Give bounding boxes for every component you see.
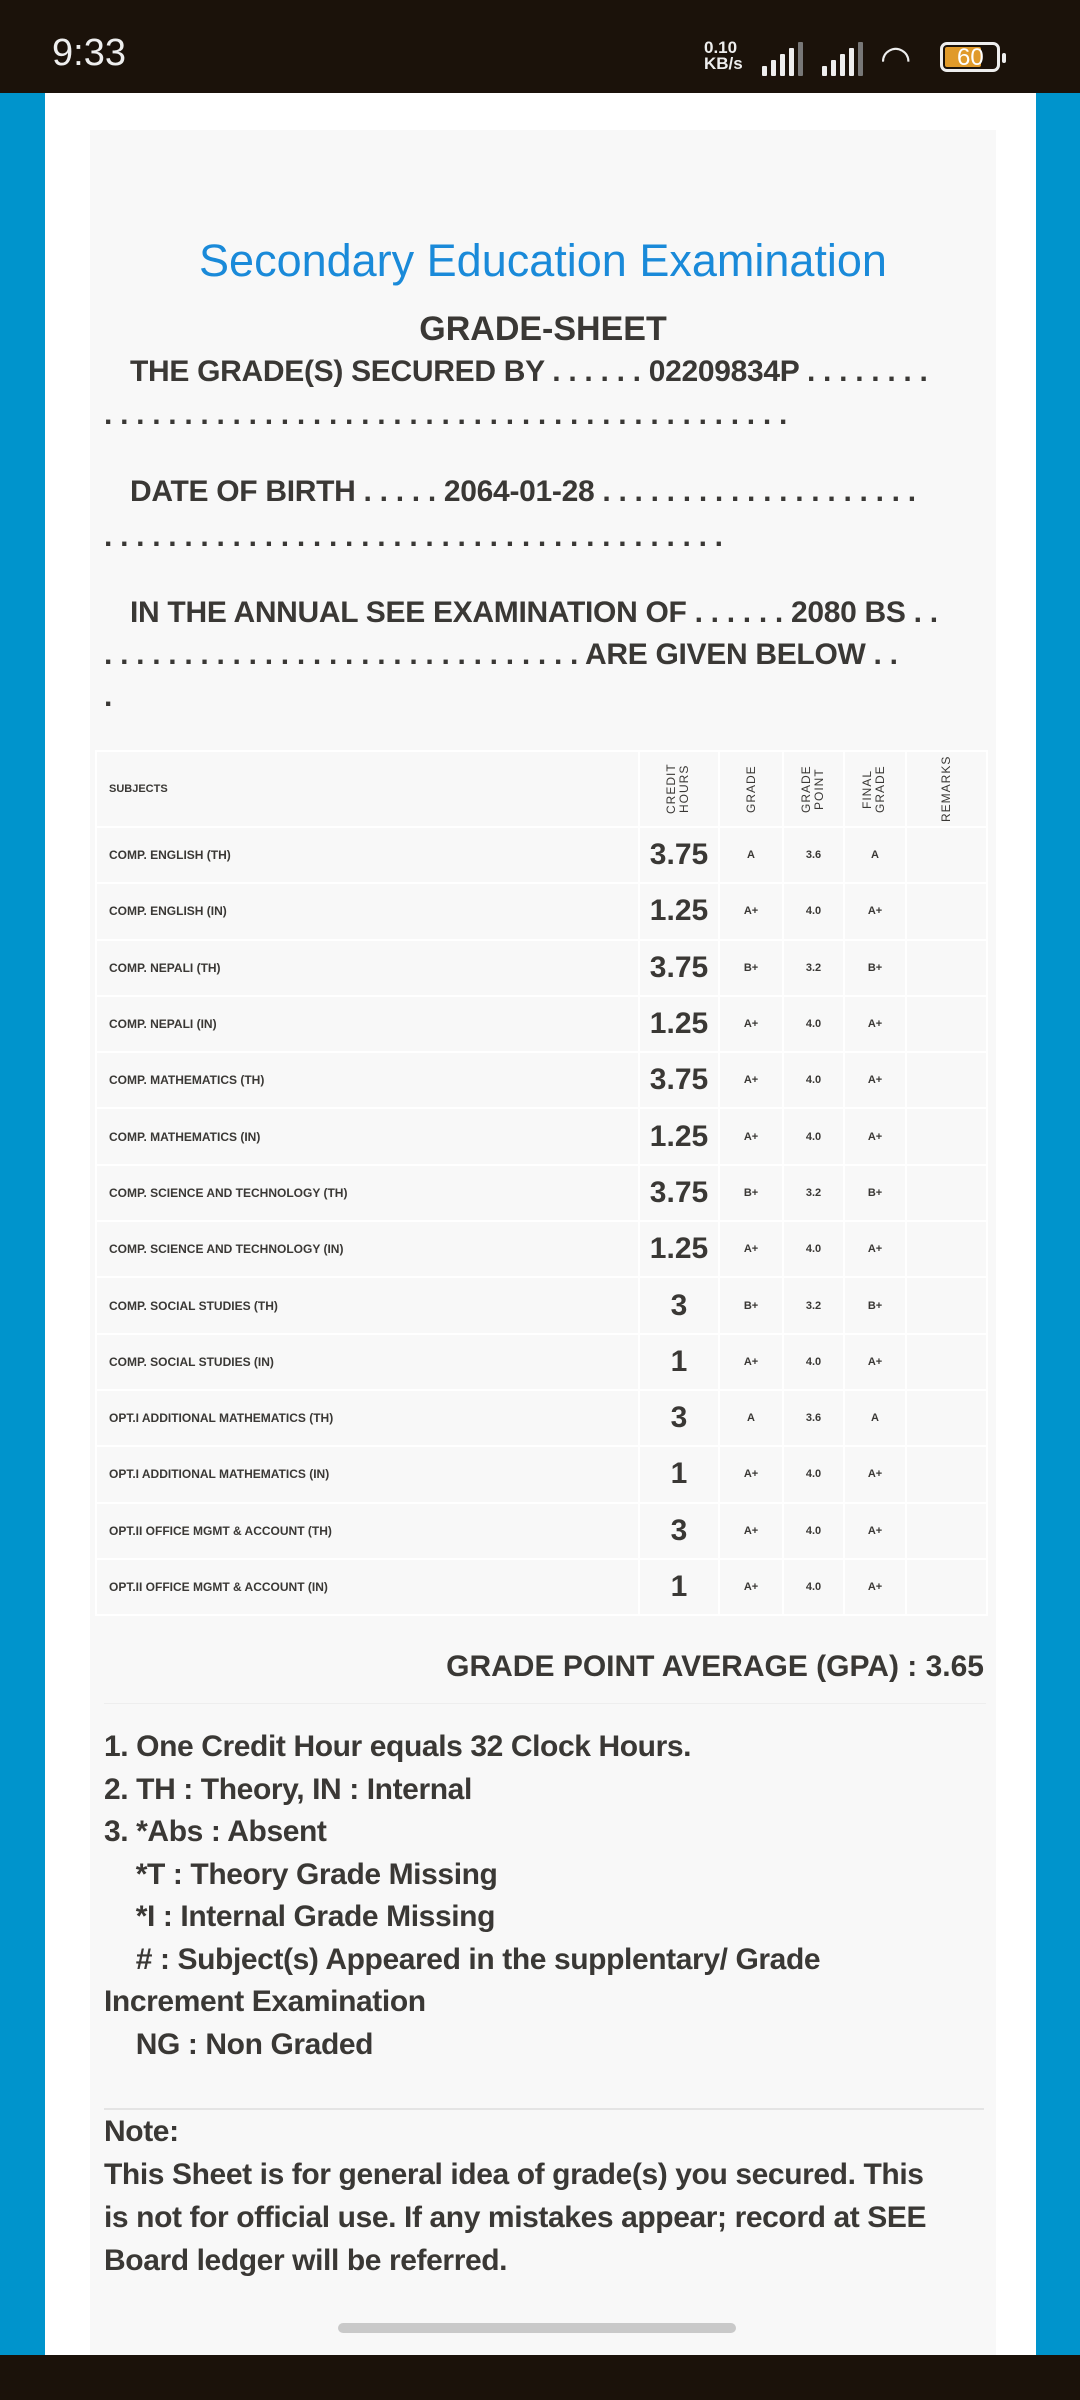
exam-line-2: . . . . . . . . . . . . . . . . . . . . . . . . . . . . . . ARE GIVEN BELOW . . bbox=[104, 638, 898, 671]
final-grade-cell: A+ bbox=[844, 1334, 906, 1390]
final-grade-cell: B+ bbox=[844, 1165, 906, 1221]
grade-point-cell: 3.2 bbox=[783, 1277, 844, 1333]
grade-point-cell: 4.0 bbox=[783, 1052, 844, 1108]
credit-hours-cell: 3 bbox=[639, 1503, 719, 1559]
credit-hours-cell: 1.25 bbox=[639, 1221, 719, 1277]
secured-by-line: THE GRADE(S) SECURED BY . . . . . . 02209834P . . . . . . . . bbox=[130, 355, 928, 388]
final-grade-cell: A+ bbox=[844, 1052, 906, 1108]
subject-cell: COMP. ENGLISH (TH) bbox=[96, 827, 639, 883]
grade-sheet bbox=[90, 130, 996, 2355]
exam-line: IN THE ANNUAL SEE EXAMINATION OF . . . . . . 2080 BS . . bbox=[130, 596, 938, 629]
battery-icon bbox=[940, 42, 1000, 72]
grade-point-cell: 3.6 bbox=[783, 827, 844, 883]
subject-cell: OPT.I ADDITIONAL MATHEMATICS (IN) bbox=[96, 1446, 639, 1502]
exam-line-3: . bbox=[104, 680, 113, 713]
divider bbox=[104, 2108, 984, 2110]
grade-point-cell: 4.0 bbox=[783, 883, 844, 939]
remarks-cell bbox=[906, 1334, 987, 1390]
table-row bbox=[96, 827, 987, 883]
credit-hours-cell: 1 bbox=[639, 1559, 719, 1615]
subject-cell: COMP. NEPALI (IN) bbox=[96, 996, 639, 1052]
footnote: Increment Examination bbox=[104, 1985, 426, 2018]
grade-point-cell: 3.6 bbox=[783, 1390, 844, 1446]
grade-point-cell: 4.0 bbox=[783, 1221, 844, 1277]
grade-point-cell: 4.0 bbox=[783, 1559, 844, 1615]
grade-point-cell: 4.0 bbox=[783, 1446, 844, 1502]
footnote: 1. One Credit Hour equals 32 Clock Hours. bbox=[104, 1730, 692, 1763]
table-row bbox=[96, 1277, 987, 1333]
credit-hours-cell: 3.75 bbox=[639, 1165, 719, 1221]
credit-hours-cell: 3 bbox=[639, 1390, 719, 1446]
battery-level: 60 bbox=[957, 44, 984, 71]
grade-point-cell: 4.0 bbox=[783, 1503, 844, 1559]
remarks-cell bbox=[906, 996, 987, 1052]
wifi-icon: ◠ bbox=[880, 38, 912, 79]
table-row bbox=[96, 940, 987, 996]
divider bbox=[104, 1703, 986, 1704]
final-grade-cell: A bbox=[844, 1390, 906, 1446]
remarks-cell bbox=[906, 1559, 987, 1615]
remarks-cell bbox=[906, 1108, 987, 1164]
table-header bbox=[96, 751, 987, 827]
grade-cell: A+ bbox=[719, 1052, 783, 1108]
table-row bbox=[96, 1334, 987, 1390]
final-grade-cell: A+ bbox=[844, 1503, 906, 1559]
remarks-cell bbox=[906, 827, 987, 883]
net-speed-unit: KB/s bbox=[704, 54, 743, 73]
note-line: This Sheet is for general idea of grade(s) you secured. This bbox=[104, 2158, 924, 2191]
header-remarks: REMARKS bbox=[906, 751, 987, 827]
grade-cell: A bbox=[719, 827, 783, 883]
table-row bbox=[96, 1052, 987, 1108]
signal-icon-2 bbox=[822, 42, 863, 76]
remarks-cell bbox=[906, 940, 987, 996]
footnote: *I : Internal Grade Missing bbox=[104, 1900, 496, 1933]
credit-hours-cell: 1.25 bbox=[639, 883, 719, 939]
footnote: 2. TH : Theory, IN : Internal bbox=[104, 1772, 472, 1806]
remarks-cell bbox=[906, 1052, 987, 1108]
remarks-cell bbox=[906, 1277, 987, 1333]
grade-cell: A+ bbox=[719, 1221, 783, 1277]
header-final-grade: FINAL GRADE bbox=[844, 751, 906, 827]
note-line: is not for official use. If any mistakes appear; record at SEE bbox=[104, 2201, 927, 2234]
remarks-cell bbox=[906, 1165, 987, 1221]
credit-hours-cell: 1.25 bbox=[639, 996, 719, 1052]
credit-hours-cell: 1 bbox=[639, 1334, 719, 1390]
grade-cell: A+ bbox=[719, 1334, 783, 1390]
subject-cell: COMP. SOCIAL STUDIES (IN) bbox=[96, 1334, 639, 1390]
footnote: 3. *Abs : Absent bbox=[104, 1815, 327, 1848]
table-row bbox=[96, 1221, 987, 1277]
final-grade-cell: A+ bbox=[844, 1221, 906, 1277]
grade-cell: B+ bbox=[719, 940, 783, 996]
footnote: *T : Theory Grade Missing bbox=[104, 1857, 498, 1891]
subject-cell: COMP. ENGLISH (IN) bbox=[96, 883, 639, 939]
page-title: Secondary Education Examination bbox=[199, 235, 887, 286]
header-grade-point: GRADE POINT bbox=[783, 751, 844, 827]
remarks-cell bbox=[906, 1503, 987, 1559]
grade-point-cell: 4.0 bbox=[783, 1334, 844, 1390]
subject-cell: COMP. MATHEMATICS (IN) bbox=[96, 1108, 639, 1164]
subject-cell: OPT.II OFFICE MGMT & ACCOUNT (IN) bbox=[96, 1559, 639, 1615]
grade-point-cell: 4.0 bbox=[783, 1108, 844, 1164]
final-grade-cell: A+ bbox=[844, 883, 906, 939]
table-row bbox=[96, 996, 987, 1052]
final-grade-cell: A+ bbox=[844, 1108, 906, 1164]
final-grade-cell: A+ bbox=[844, 996, 906, 1052]
credit-hours-cell: 3 bbox=[639, 1277, 719, 1333]
home-gesture-handle[interactable] bbox=[338, 2323, 736, 2333]
secured-by-dots: . . . . . . . . . . . . . . . . . . . . . . . . . . . . . . . . . . . . . . . . . . . bbox=[104, 398, 787, 431]
final-grade-cell: B+ bbox=[844, 940, 906, 996]
footnote: # : Subject(s) Appeared in the supplentary/ Grade bbox=[104, 1942, 821, 1976]
credit-hours-cell: 3.75 bbox=[639, 1052, 719, 1108]
page-subtitle: GRADE-SHEET bbox=[419, 310, 667, 348]
credit-hours-cell: 3.75 bbox=[639, 940, 719, 996]
table-row bbox=[96, 1559, 987, 1615]
credit-hours-cell: 1.25 bbox=[639, 1108, 719, 1164]
table-row bbox=[96, 1165, 987, 1221]
grade-cell: B+ bbox=[719, 1165, 783, 1221]
final-grade-cell: A+ bbox=[844, 1446, 906, 1502]
header-subjects: SUBJECTS bbox=[96, 751, 639, 827]
grade-point-cell: 4.0 bbox=[783, 996, 844, 1052]
remarks-cell bbox=[906, 883, 987, 939]
grades-table bbox=[95, 750, 988, 1616]
subject-cell: COMP. MATHEMATICS (TH) bbox=[96, 1052, 639, 1108]
grade-cell: A+ bbox=[719, 1108, 783, 1164]
remarks-cell bbox=[906, 1390, 987, 1446]
header-grade: GRADE bbox=[719, 751, 783, 827]
grade-cell: A+ bbox=[719, 1446, 783, 1502]
dob-line: DATE OF BIRTH . . . . . 2064-01-28 . . . . . . . . . . . . . . . . . . . . bbox=[130, 475, 916, 508]
note-line: Board ledger will be referred. bbox=[104, 2244, 508, 2277]
status-bar bbox=[0, 0, 1080, 93]
final-grade-cell: A bbox=[844, 827, 906, 883]
grade-cell: A+ bbox=[719, 883, 783, 939]
remarks-cell bbox=[906, 1446, 987, 1502]
subject-cell: COMP. SCIENCE AND TECHNOLOGY (IN) bbox=[96, 1221, 639, 1277]
credit-hours-cell: 1 bbox=[639, 1446, 719, 1502]
table-row bbox=[96, 1446, 987, 1502]
grade-point-cell: 3.2 bbox=[783, 1165, 844, 1221]
final-grade-cell: A+ bbox=[844, 1559, 906, 1615]
table-row bbox=[96, 1108, 987, 1164]
subject-cell: COMP. SCIENCE AND TECHNOLOGY (TH) bbox=[96, 1165, 639, 1221]
signal-icon bbox=[762, 42, 803, 76]
grade-cell: B+ bbox=[719, 1277, 783, 1333]
header-credit-hours: CREDIT HOURS bbox=[639, 751, 719, 827]
table-row bbox=[96, 883, 987, 939]
credit-hours-cell: 3.75 bbox=[639, 827, 719, 883]
final-grade-cell: B+ bbox=[844, 1277, 906, 1333]
network-speed bbox=[704, 40, 743, 72]
footnote: NG : Non Graded bbox=[104, 2027, 374, 2061]
page-card bbox=[45, 93, 1036, 2355]
grade-cell: A+ bbox=[719, 1503, 783, 1559]
table-row bbox=[96, 1390, 987, 1446]
grade-cell: A+ bbox=[719, 1559, 783, 1615]
grade-point-cell: 3.2 bbox=[783, 940, 844, 996]
remarks-cell bbox=[906, 1221, 987, 1277]
subject-cell: OPT.II OFFICE MGMT & ACCOUNT (TH) bbox=[96, 1503, 639, 1559]
note-heading: Note: bbox=[104, 2115, 179, 2148]
navigation-bar bbox=[0, 2355, 1080, 2400]
table-row bbox=[96, 1503, 987, 1559]
clock: 9:33 bbox=[52, 32, 126, 74]
subject-cell: COMP. NEPALI (TH) bbox=[96, 940, 639, 996]
subject-cell: OPT.I ADDITIONAL MATHEMATICS (TH) bbox=[96, 1390, 639, 1446]
gpa: GRADE POINT AVERAGE (GPA) : 3.65 bbox=[446, 1650, 984, 1683]
net-speed-value: 0.10 bbox=[704, 38, 738, 57]
grade-cell: A+ bbox=[719, 996, 783, 1052]
subject-cell: COMP. SOCIAL STUDIES (TH) bbox=[96, 1277, 639, 1333]
dob-dots: . . . . . . . . . . . . . . . . . . . . . . . . . . . . . . . . . . . . . . . bbox=[104, 520, 723, 553]
grade-cell: A bbox=[719, 1390, 783, 1446]
